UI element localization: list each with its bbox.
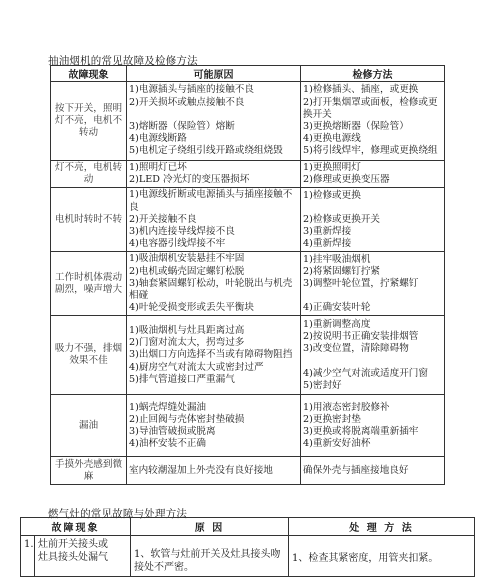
table-row: [51, 188, 445, 252]
header-fault: 故障现象: [21, 518, 131, 536]
table1-title: 抽油烟机的常见故障及检修方法: [48, 55, 198, 67]
stove-faults-table: [20, 517, 475, 577]
header-fix: 处 理 方 法: [289, 518, 475, 536]
fault-cell: [35, 536, 131, 577]
fix-item: 2)检修或更换开关: [303, 213, 381, 225]
fix-item: 3)重新焊接: [303, 225, 352, 237]
fix-item: 4)更换电源线: [303, 133, 361, 145]
cause-cell: [127, 161, 301, 188]
fix-cell: [301, 316, 445, 395]
fix-item: 4)重新安好油杯: [303, 438, 371, 450]
fix-item: 1)检修或更换: [303, 189, 361, 201]
fix-item: 5)将引线焊牢，修理或更换绕组: [303, 145, 438, 157]
cause-item: 4)电容器引线焊接不牢: [129, 238, 226, 250]
fix-item: 1)用液态密封胶修补: [303, 401, 390, 413]
fault-cell: 手摸外壳感到微麻: [51, 457, 127, 485]
fault-cell: 漏油: [51, 395, 127, 457]
table2-title: 燃气灶的常见故障与处理方法: [48, 508, 188, 520]
cause-item: 2)LED 冷光灯的变压器损坏: [129, 174, 250, 186]
header-fault: 故障现象: [51, 66, 127, 82]
fault-cell: 吸力不强，排烟效果不佳: [51, 316, 127, 395]
header-cause: 原 因: [131, 518, 289, 536]
cause-item: 4)电源线断路: [129, 133, 187, 145]
fix-item: 3)改变位置，清除障碍物: [303, 343, 409, 355]
cause-item: 1)照明灯已坏: [129, 162, 187, 173]
fix-item: 4)减少空气对流或适度开门窗: [303, 367, 428, 379]
header-fix: 检修方法: [301, 66, 445, 82]
cause-item: 1)吸油烟机安装悬挂不牢固: [129, 253, 245, 265]
fault-cell: 按下开关，照明灯不亮，电机不转动: [51, 82, 127, 161]
cause-item: 1)电源插头与插座的接触不良: [129, 84, 254, 96]
table-row: [51, 316, 445, 395]
table-row: [51, 395, 445, 457]
fix-item: 1)更换照明灯: [303, 162, 361, 173]
cause-item: 2)开关接触不良: [129, 213, 197, 225]
fix-item: [303, 356, 442, 368]
cause-cell: [127, 316, 301, 395]
stove-faults-body: [21, 536, 475, 577]
fix-item: 2)修理或更换变压器: [303, 174, 390, 186]
cause-item: 3)轴套紧固螺钉松动，叶轮脱出与机壳相碰: [129, 277, 293, 302]
row-index: 1.: [21, 536, 35, 577]
cause-item: 3)熔断器（保险管）熔断: [129, 120, 235, 132]
fix-item: 1)挂牢吸油烟机: [303, 253, 371, 265]
cause-cell: [127, 252, 301, 316]
fix-cell: 1、检查其紧密度，用管夹扣紧。: [289, 536, 475, 577]
fix-item: 3)更换熔断器（保险管）: [303, 121, 409, 132]
cause-cell: [127, 395, 301, 457]
fix-item: 2)打开集烟罩或面板，检修或更换开关: [303, 96, 438, 120]
fix-cell: [301, 457, 445, 485]
fix-item: [303, 202, 442, 214]
cause-item: 4)厨房空气对流太大或密封过严: [129, 361, 264, 373]
cause-item: 2)止回阀与壳体密封垫破损: [129, 413, 245, 425]
table-row: [51, 252, 445, 316]
fix-item: 2)将紧固螺钉拧紧: [303, 265, 381, 277]
table-header-row: [21, 518, 475, 536]
fix-cell: [301, 188, 445, 252]
cause-item: 3)机内连接导线焊接不良: [129, 226, 235, 238]
fix-item: 2)按说明书正确安装排烟管: [303, 331, 419, 343]
fault-line: 灶前开关接头或: [38, 539, 108, 550]
cause-item: 5)排气管道接口严重漏气: [129, 373, 235, 385]
cause-item: 3)导油管破损或脱离: [129, 425, 216, 437]
fix-cell: [301, 82, 445, 161]
fault-line: 灶具接头处漏气: [38, 552, 108, 563]
header-cause: 可能原因: [127, 66, 301, 82]
fix-item: 4)重新焊接: [303, 238, 352, 250]
fix-cell: [301, 252, 445, 316]
cause-item: 2)开关损坏或触点接触不良: [129, 96, 245, 108]
cause-cell: [127, 188, 301, 252]
hood-faults-body: [51, 82, 445, 485]
cause-item: 1)吸油烟机与灶具距离过高: [129, 324, 245, 336]
cause-item: 3)出烟口方向选择不当或有障碍物阻挡: [129, 349, 293, 361]
table-row: [51, 161, 445, 188]
fault-cell: 灯不亮，电机转动: [51, 161, 127, 188]
fix-cell: [301, 161, 445, 188]
cause-item: 2)电机或蜗壳固定螺钉松脱: [129, 265, 245, 277]
cause-item: [129, 109, 298, 121]
cause-cell: [127, 457, 301, 485]
cause-item: 5)电机定子绕组引线开路或绕组烧毁: [129, 145, 283, 157]
cause-item: 1)电源线折断或电源插头与插座接触不良: [129, 189, 293, 213]
fix-item: 1)重新调整高度: [303, 318, 371, 330]
cause-cell: [127, 82, 301, 161]
fix-item: 2)更换密封垫: [303, 413, 361, 425]
cause-item: 1)蜗壳焊缝处漏油: [129, 401, 207, 413]
fix-item: 3)调整叶轮位置，拧紧螺钉: [303, 277, 419, 289]
fix-cell: [301, 395, 445, 457]
fix-item: 5)密封好: [303, 379, 342, 391]
fix-item: [303, 290, 442, 302]
fix-item: 1)检修插头、插座，或更换: [303, 84, 419, 96]
fix-item: 确保外壳与插座接地良好: [303, 464, 409, 476]
fix-item: 3)更换或将脱离端重新插牢: [303, 425, 419, 437]
fault-cell: 工作时机体震动剧烈，噪声增大: [51, 252, 127, 316]
cause-item: 2)门窗对流太大，拐弯过多: [129, 337, 245, 349]
fault-cell: 电机时转时不转: [51, 188, 127, 252]
table-row: [21, 536, 475, 577]
table-row: [51, 457, 445, 485]
cause-item: 室内较潮湿加上外壳没有良好接地: [129, 464, 273, 476]
table-header-row: [51, 66, 445, 82]
cause-item: 4)叶轮受损变形或丢失平衡块: [129, 302, 254, 314]
table-row: [51, 82, 445, 161]
cause-item: 4)油杯安装不正确: [129, 438, 207, 450]
fix-item: 4)正确安装叶轮: [303, 302, 371, 314]
cause-cell: 1、软管与灶前开关及灶具接头吻接处不严密。: [131, 536, 289, 577]
hood-faults-table: [50, 65, 445, 485]
